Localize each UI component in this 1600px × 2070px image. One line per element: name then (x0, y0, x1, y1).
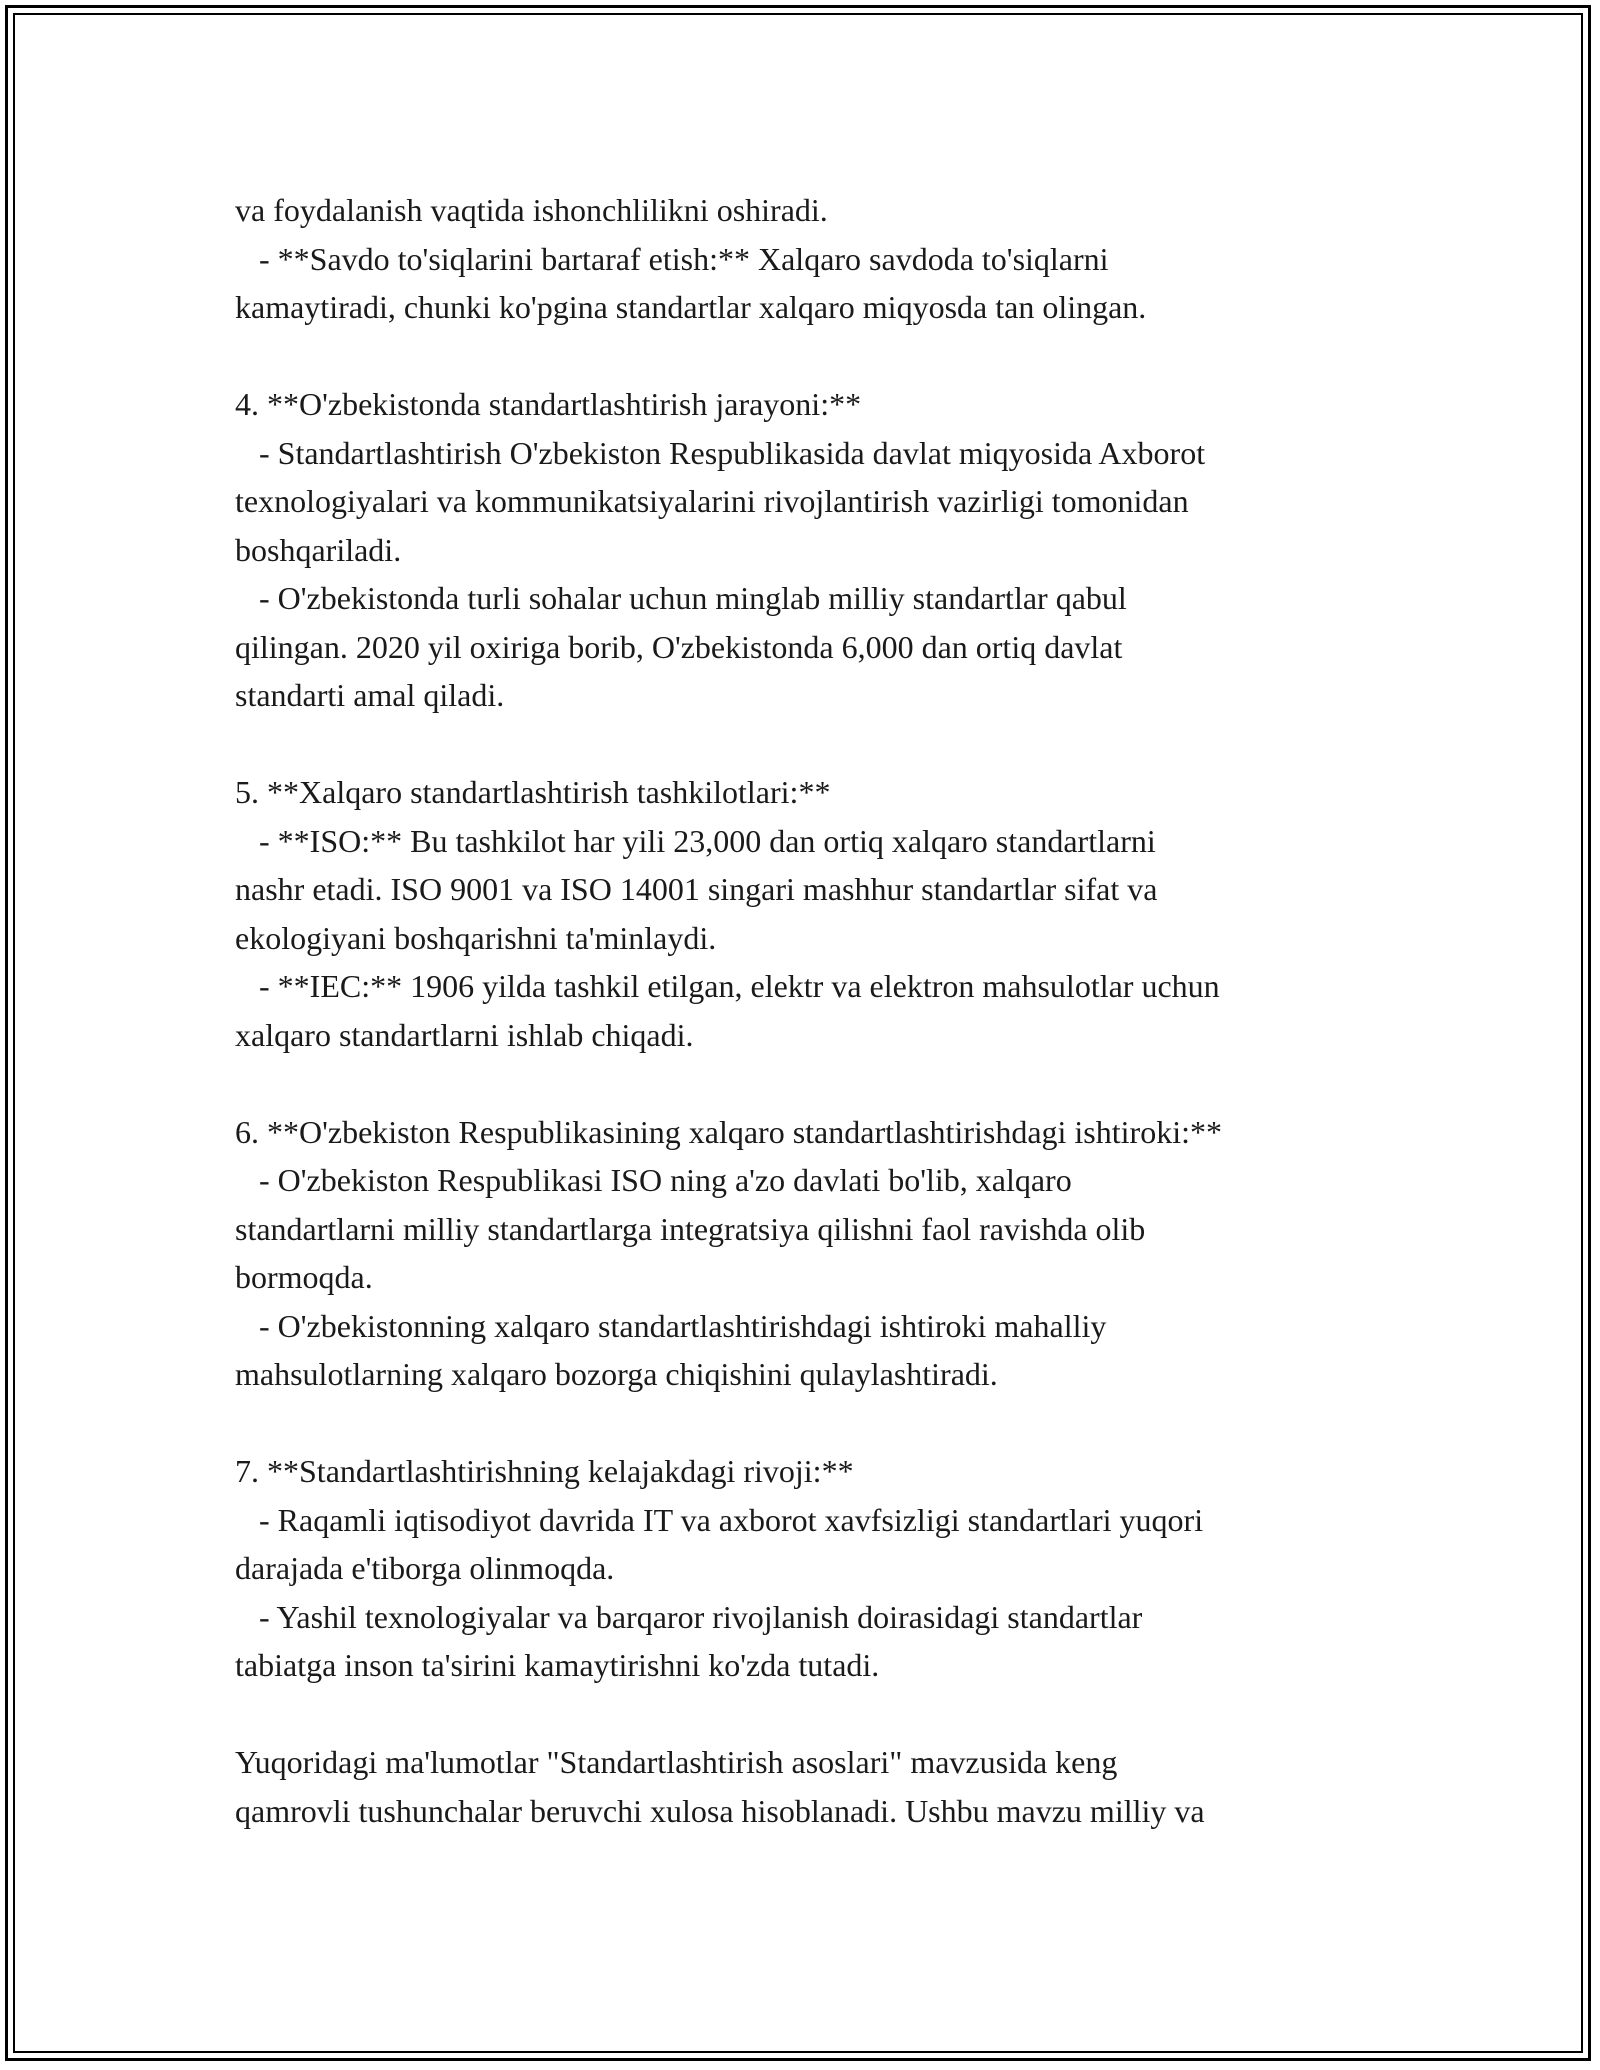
text-line: xalqaro standartlarni ishlab chiqadi. (235, 1016, 694, 1053)
text-line: - O'zbekistonning xalqaro standartlashtirishdagi ishtiroki mahalliy (235, 1307, 1107, 1344)
text-line: qilingan. 2020 yil oxiriga borib, O'zbekistonda 6,000 dan ortiq davlat (235, 628, 1123, 665)
text-line: va foydalanish vaqtida ishonchlilikni oshiradi. (235, 192, 828, 228)
text-line: - **ISO:** Bu tashkilot har yili 23,000 dan ortiq xalqaro standartlarni (235, 822, 1156, 859)
blank-line (235, 1399, 1375, 1448)
text-line: boshqariladi. (235, 531, 402, 568)
text-line: - O'zbekistonda turli sohalar uchun minglab milliy standartlar qabul (235, 580, 1127, 616)
text-line: texnologiyalari va kommunikatsiyalarini rivojlantirish vazirligi tomonidan (235, 483, 1189, 519)
text-line: - **Savdo to'siqlarini bartaraf etish:** Xalqaro savdoda to'siqlarni (235, 240, 1109, 277)
blank-line (235, 720, 1375, 769)
text-line: - O'zbekiston Respublikasi ISO ning a'zo davlati bo'lib, xalqaro (235, 1162, 1072, 1198)
text-line: bormoqda. (235, 1259, 373, 1295)
blank-line (235, 1059, 1375, 1108)
section-heading: 6. **O'zbekiston Respublikasining xalqaro standartlashtirishdagi ishtiroki:** (235, 1113, 1222, 1150)
text-line: darajada e'tiborga olinmoqda. (235, 1550, 615, 1586)
section-heading: 5. **Xalqaro standartlashtirish tashkilotlari:** (235, 774, 831, 810)
text-line: tabiatga inson ta'sirini kamaytirishni ko'zda tutadi. (235, 1647, 880, 1683)
text-line: qamrovli tushunchalar beruvchi xulosa hisoblanadi. Ushbu mavzu milliy va (235, 1792, 1205, 1829)
blank-line (235, 1690, 1375, 1739)
text-line: kamaytiradi, chunki ko'pgina standartlar xalqaro miqyosda tan olingan. (235, 289, 1147, 325)
text-line: - Yashil texnologiyalar va barqaror rivojlanish doirasidagi standartlar (235, 1598, 1143, 1635)
text-line: Yuqoridagi ma'lumotlar "Standartlashtirish asoslari" mavzusida keng (235, 1744, 1118, 1780)
text-line: standartlarni milliy standartlarga integratsiya qilishni faol ravishda olib (235, 1210, 1146, 1247)
text-line: mahsulotlarning xalqaro bozorga chiqishini qulaylashtiradi. (235, 1356, 998, 1392)
text-line: standarti amal qiladi. (235, 677, 505, 713)
text-line: - Standartlashtirish O'zbekiston Respublikasida davlat miqyosida Axborot (235, 434, 1206, 471)
text-line: - **IEC:** 1906 yilda tashkil etilgan, elektr va elektron mahsulotlar uchun (235, 968, 1220, 1004)
section-heading: 4. **O'zbekistonda standartlashtirish jarayoni:** (235, 386, 862, 422)
text-line: ekologiyani boshqarishni ta'minlaydi. (235, 919, 717, 956)
text-line: nashr etadi. ISO 9001 va ISO 14001 singari mashhur standartlar sifat va (235, 871, 1158, 907)
document-body (235, 186, 1375, 1835)
text-line: - Raqamli iqtisodiyot davrida IT va axborot xavfsizligi standartlari yuqori (235, 1501, 1204, 1538)
section-heading: 7. **Standartlashtirishning kelajakdagi rivoji:** (235, 1453, 854, 1489)
blank-line (235, 332, 1375, 381)
